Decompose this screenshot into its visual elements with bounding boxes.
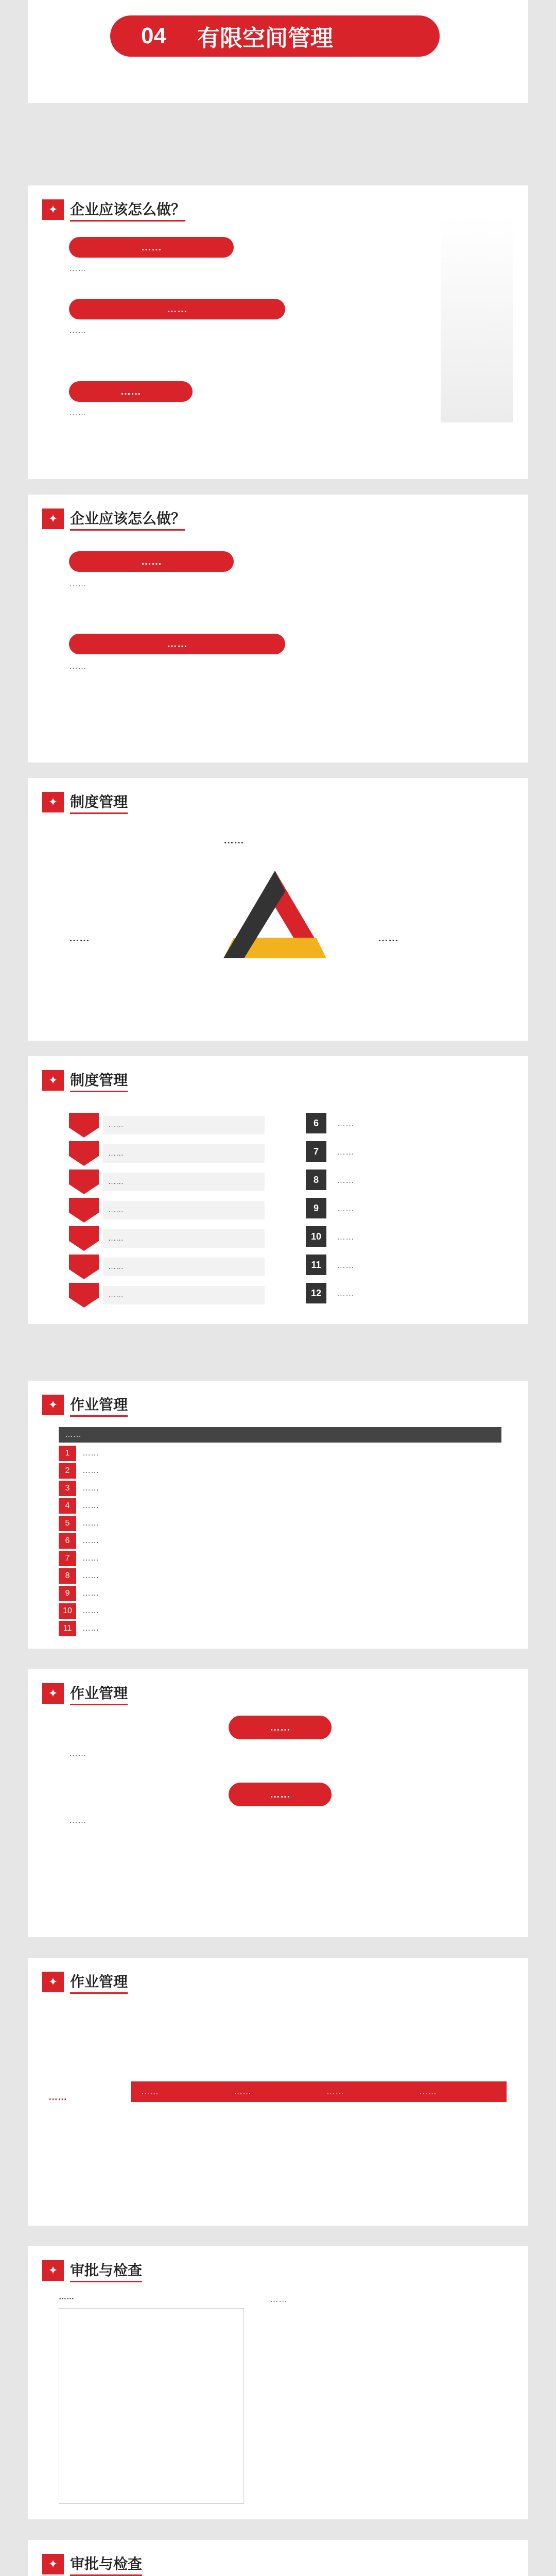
slide-title: 作业管理 bbox=[70, 1394, 128, 1417]
right-item-3: …… bbox=[337, 1175, 354, 1185]
row-6: 6 …… bbox=[59, 1533, 99, 1549]
para-2: …… bbox=[69, 325, 86, 335]
slide-header bbox=[42, 2552, 142, 2576]
form-title: …… bbox=[59, 2293, 74, 2301]
slide-company-what-to-do-2 bbox=[28, 495, 528, 762]
num-12: 12 bbox=[306, 1283, 326, 1303]
slide-system-management-2 bbox=[28, 1056, 528, 1324]
slide-title: 作业管理 bbox=[70, 1682, 128, 1705]
num-10: 10 bbox=[306, 1226, 326, 1247]
row-7: 7 …… bbox=[59, 1551, 99, 1566]
slide-title: 作业管理 bbox=[70, 1971, 128, 1994]
cycle-triangle-diagram bbox=[198, 866, 352, 999]
left-label: …… bbox=[69, 933, 90, 944]
pill-2: …… bbox=[229, 1783, 332, 1806]
pill-1: …… bbox=[229, 1716, 332, 1739]
num-6: 6 bbox=[306, 1113, 326, 1133]
header-badge-icon: ✦ bbox=[42, 1395, 64, 1415]
row-4: 4 …… bbox=[59, 1498, 99, 1514]
pill-3: …… bbox=[69, 381, 193, 402]
header-badge-icon: ✦ bbox=[42, 1972, 64, 1992]
row-11: 11 …… bbox=[59, 1621, 99, 1636]
right-item-1: …… bbox=[337, 1118, 354, 1128]
left-item-2: …… bbox=[69, 1141, 265, 1166]
slide-company-what-to-do-1 bbox=[28, 185, 528, 479]
header-badge-icon: ✦ bbox=[42, 199, 64, 220]
steps-bar bbox=[131, 2081, 507, 2102]
pill-2: …… bbox=[69, 634, 285, 654]
section-title: 有限空间管理 bbox=[197, 26, 333, 51]
slide-operation-management-2 bbox=[28, 1669, 528, 1937]
para-2: …… bbox=[69, 661, 86, 671]
para-1: …… bbox=[69, 263, 86, 273]
step-1: …… bbox=[141, 2087, 159, 2096]
slide-header bbox=[42, 2259, 142, 2282]
slide-approval-inspection-1 bbox=[28, 2246, 528, 2519]
slide-operation-management-3 bbox=[28, 1958, 528, 2226]
row-9: 9 …… bbox=[59, 1586, 99, 1601]
slide-header bbox=[42, 1393, 128, 1417]
table-header: …… bbox=[59, 1427, 501, 1443]
left-item-5: …… bbox=[69, 1226, 265, 1251]
caption: …… bbox=[270, 2294, 287, 2304]
right-item-5: …… bbox=[337, 1232, 354, 1242]
right-item-4: …… bbox=[337, 1204, 354, 1213]
slide-header bbox=[42, 1069, 128, 1092]
section-header-bar bbox=[110, 15, 440, 57]
slide-header bbox=[42, 1970, 128, 1994]
para-1: …… bbox=[69, 1748, 86, 1758]
pill-1: …… bbox=[69, 551, 234, 572]
left-item-6: …… bbox=[69, 1255, 265, 1279]
header-badge-icon: ✦ bbox=[42, 509, 64, 529]
slide-header bbox=[42, 1682, 128, 1705]
slide-title: 企业应该怎么做？ bbox=[70, 507, 185, 531]
slide-title: 制度管理 bbox=[70, 1069, 128, 1092]
building-illustration bbox=[441, 216, 513, 422]
row-8: 8 …… bbox=[59, 1568, 99, 1584]
left-item-7: …… bbox=[69, 1283, 265, 1308]
right-item-2: …… bbox=[337, 1147, 354, 1157]
num-8: 8 bbox=[306, 1170, 326, 1190]
slide-title: 审批与检查 bbox=[70, 2553, 142, 2576]
slide-operation-management-1 bbox=[28, 1381, 528, 1649]
box-label: …… bbox=[48, 2092, 67, 2102]
left-item-3: …… bbox=[69, 1170, 265, 1194]
section-header bbox=[28, 0, 528, 103]
row-3: 3 …… bbox=[59, 1481, 99, 1496]
slide-approval-inspection-2 bbox=[28, 2540, 528, 2576]
para-3: …… bbox=[69, 408, 86, 417]
pill-1: …… bbox=[69, 237, 234, 258]
left-item-1: …… bbox=[69, 1113, 265, 1138]
right-item-6: …… bbox=[337, 1260, 354, 1270]
pill-2: …… bbox=[69, 299, 285, 319]
right-label: …… bbox=[378, 933, 398, 944]
slide-header bbox=[42, 790, 128, 814]
slide-header bbox=[42, 198, 185, 222]
right-item-7: …… bbox=[337, 1289, 354, 1298]
step-2: …… bbox=[234, 2087, 251, 2096]
slide-title: 审批与检查 bbox=[70, 2259, 142, 2282]
row-5: 5 …… bbox=[59, 1516, 99, 1531]
section-number: 04 bbox=[141, 23, 166, 48]
header-badge-icon: ✦ bbox=[42, 2554, 64, 2574]
slide-title: 制度管理 bbox=[70, 791, 128, 814]
num-11: 11 bbox=[306, 1255, 326, 1275]
para-2: …… bbox=[69, 1815, 86, 1825]
step-3: …… bbox=[326, 2087, 344, 2096]
header-badge-icon: ✦ bbox=[42, 2260, 64, 2281]
header-badge-icon: ✦ bbox=[42, 792, 64, 812]
header-badge-icon: ✦ bbox=[42, 1683, 64, 1704]
center-label: …… bbox=[223, 835, 244, 846]
row-10: 10 …… bbox=[59, 1603, 99, 1619]
slide-header bbox=[42, 507, 185, 531]
left-item-4: …… bbox=[69, 1198, 265, 1223]
header-badge-icon: ✦ bbox=[42, 1070, 64, 1091]
num-9: 9 bbox=[306, 1198, 326, 1218]
num-7: 7 bbox=[306, 1141, 326, 1162]
form-placeholder bbox=[59, 2308, 244, 2504]
step-4: …… bbox=[419, 2087, 437, 2096]
para-1: …… bbox=[69, 579, 86, 588]
row-2: 2 …… bbox=[59, 1463, 99, 1479]
row-1: 1 …… bbox=[59, 1446, 99, 1461]
slide-title: 企业应该怎么做？ bbox=[70, 198, 185, 222]
slide-system-management-1 bbox=[28, 778, 528, 1041]
